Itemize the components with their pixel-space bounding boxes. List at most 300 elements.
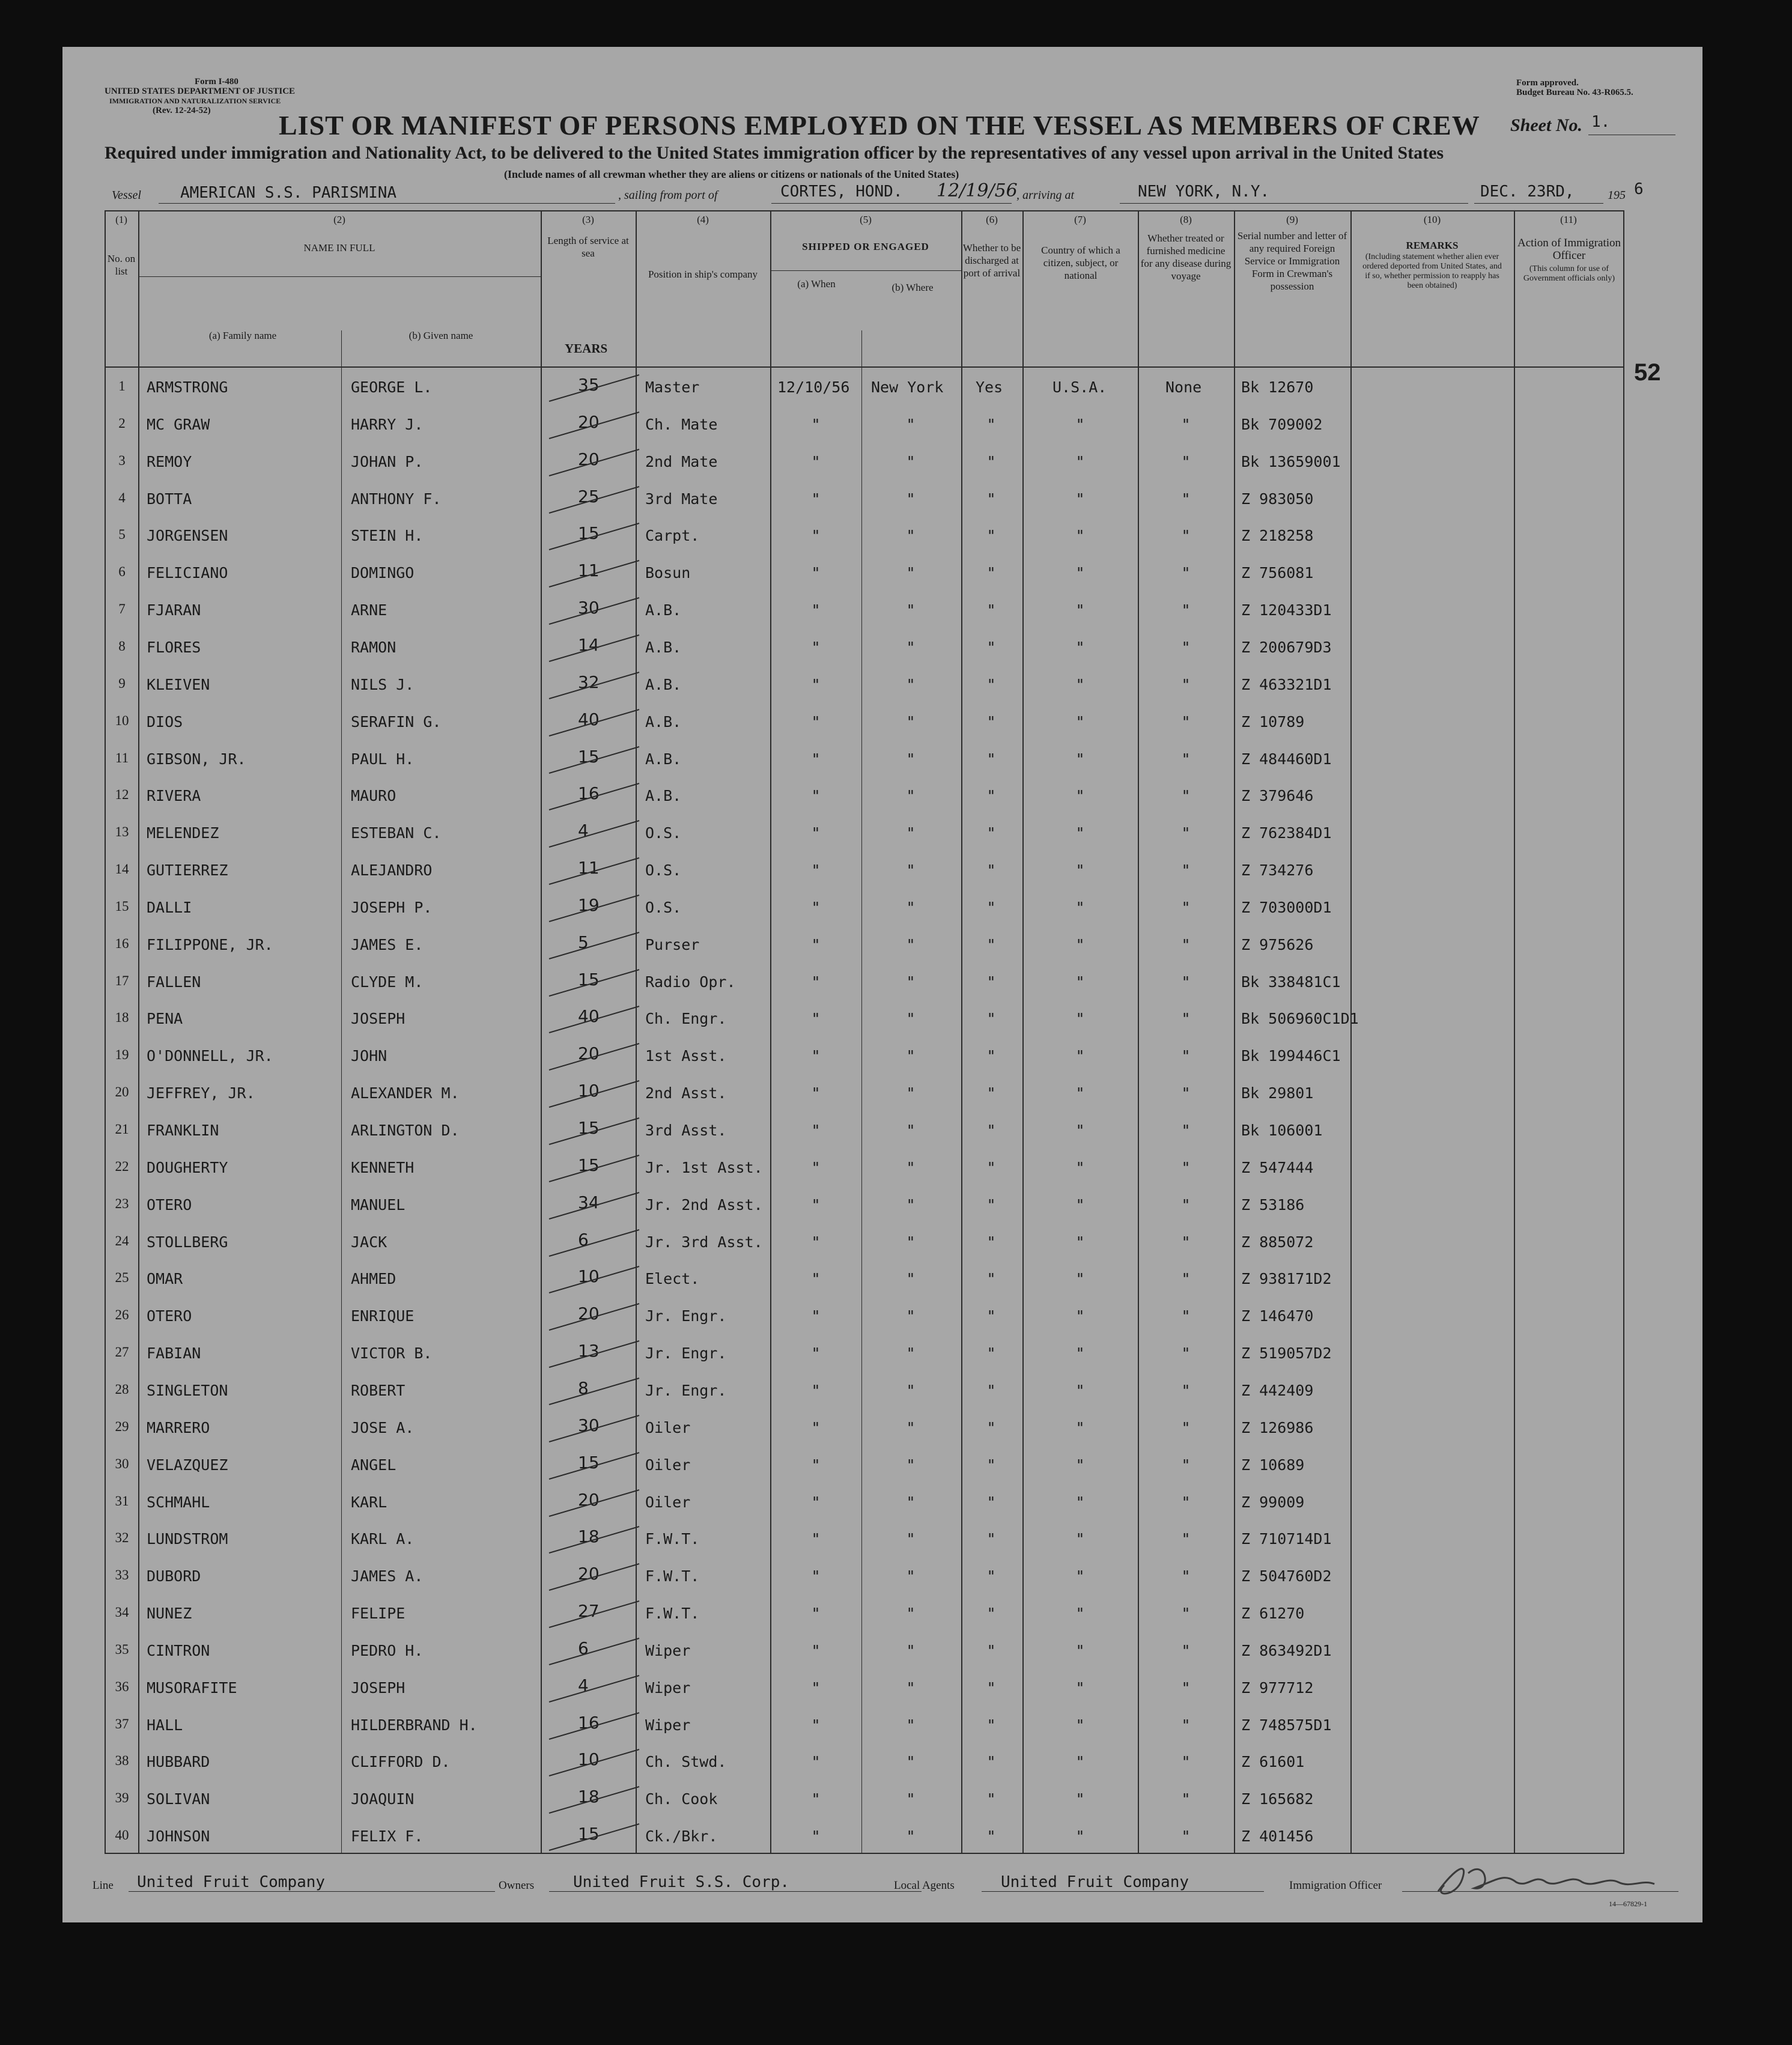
line-value: United Fruit Company [137, 1873, 326, 1891]
shipped-where: " [906, 750, 916, 768]
shipped-where: " [906, 1233, 916, 1251]
family-name: HUBBARD [147, 1753, 210, 1771]
shipped-where: " [906, 601, 916, 619]
given-name: ROBERT [351, 1381, 405, 1399]
col5a-header: (a) When [797, 278, 836, 290]
position: A.B. [645, 787, 682, 805]
years-at-sea: 20 [578, 449, 600, 469]
form-approved: Form approved. [1516, 78, 1579, 88]
medicine: " [1181, 935, 1191, 953]
shipped-when: " [811, 1716, 821, 1734]
shipped-when: 12/10/56 [777, 378, 850, 396]
sheet-label: Sheet No. [1510, 115, 1582, 135]
col10-note: (Including statement whether alien ever ordered deported from United States, and if so, whether permission to reapply has been obtained) [1362, 252, 1502, 290]
table-row [62, 1555, 1624, 1593]
row-number: 2 [118, 415, 126, 431]
check-mark-icon [543, 1671, 645, 1707]
row-number: 19 [115, 1047, 129, 1063]
country: " [1075, 1270, 1085, 1288]
medicine: " [1181, 1307, 1191, 1325]
country: " [1075, 898, 1085, 916]
row-number: 20 [115, 1084, 129, 1100]
sheet-number: 1. [1591, 113, 1611, 131]
row-number: 31 [115, 1493, 129, 1509]
col8-header: Whether treated or furnished medicine for any disease during voyage [1140, 232, 1232, 282]
given-name: CLIFFORD D. [351, 1753, 451, 1771]
table-row [62, 1630, 1624, 1667]
position: Radio Opr. [645, 973, 736, 991]
given-name: ESTEBAN C. [351, 824, 442, 842]
check-mark-icon [543, 370, 645, 406]
given-name: KENNETH [351, 1158, 415, 1176]
row-number: 3 [118, 452, 126, 468]
position: Jr. 3rd Asst. [645, 1233, 763, 1251]
years-at-sea: 30 [578, 1415, 600, 1435]
serial-number: Z 863492D1 [1241, 1641, 1332, 1659]
discharged: " [986, 1753, 996, 1771]
row-number: 33 [115, 1567, 129, 1583]
given-name: ALEXANDER M. [351, 1084, 460, 1102]
shipped-where: " [906, 1790, 916, 1808]
years-at-sea: 27 [578, 1601, 600, 1621]
family-name: STOLLBERG [147, 1233, 228, 1251]
row-number: 37 [115, 1716, 129, 1731]
shipped-when: " [811, 1790, 821, 1808]
country: " [1075, 675, 1085, 693]
family-name: FELICIANO [147, 564, 228, 582]
family-name: REMOY [147, 452, 192, 470]
col1-header: No. on list [107, 253, 136, 277]
col5b-header: (b) Where [891, 282, 934, 293]
serial-number: Z 504760D2 [1241, 1567, 1332, 1585]
years-at-sea: 15 [578, 1452, 600, 1472]
col11-num: (11) [1560, 214, 1577, 225]
table-row [62, 1444, 1624, 1481]
sailing-label: , sailing from port of [618, 189, 718, 202]
serial-number: Bk 29801 [1241, 1084, 1314, 1102]
check-mark-icon [543, 445, 645, 481]
years-at-sea: 15 [578, 523, 600, 544]
position: A.B. [645, 675, 682, 693]
discharged: " [986, 1270, 996, 1288]
discharged: " [986, 601, 996, 619]
country: " [1075, 1233, 1085, 1251]
discharged: " [986, 713, 996, 731]
check-mark-icon [543, 667, 645, 703]
medicine: " [1181, 1679, 1191, 1697]
country: " [1075, 1084, 1085, 1102]
check-mark-icon [543, 965, 645, 1001]
given-name: ALEJANDRO [351, 861, 433, 880]
shipped-when: " [811, 1381, 821, 1399]
owners-label: Owners [499, 1879, 535, 1892]
country: " [1075, 750, 1085, 768]
row-number: 34 [115, 1605, 129, 1620]
years-at-sea: 14 [578, 634, 600, 655]
shipped-when: " [811, 638, 821, 656]
row-number: 7 [118, 601, 126, 617]
position: Jr. 2nd Asst. [645, 1196, 763, 1214]
col6-num: (6) [986, 214, 998, 225]
country: " [1075, 973, 1085, 991]
discharged: " [986, 1158, 996, 1176]
owners-value: United Fruit S.S. Corp. [573, 1873, 790, 1891]
shipped-where: " [906, 824, 916, 842]
departure-port: CORTES, HOND. [780, 183, 903, 201]
table-row [62, 1407, 1624, 1444]
shipped-when: " [811, 1196, 821, 1214]
manifest-sheet [62, 47, 1702, 1922]
shipped-where: " [906, 1084, 916, 1102]
position: F.W.T. [645, 1605, 700, 1623]
medicine: " [1181, 898, 1191, 916]
col2b-header: (b) Given name [409, 330, 473, 341]
medicine: " [1181, 1010, 1191, 1028]
include-note: (Include names of all crewman whether they are aliens or citizens or nationals of the United States) [504, 168, 959, 180]
family-name: FJARAN [147, 601, 201, 619]
country: " [1075, 1493, 1085, 1511]
shipped-when: " [811, 713, 821, 731]
col10-num: (10) [1423, 214, 1441, 225]
shipped-when: " [811, 861, 821, 880]
row-number: 1 [118, 378, 126, 394]
check-mark-icon [543, 593, 645, 629]
discharged: " [986, 452, 996, 470]
given-name: MAURO [351, 787, 396, 805]
row-number: 17 [115, 973, 129, 988]
discharged: " [986, 1122, 996, 1139]
shipped-when: " [811, 1270, 821, 1288]
country: " [1075, 1605, 1085, 1623]
row-number: 13 [115, 824, 129, 840]
medicine: " [1181, 638, 1191, 656]
table-row [62, 1295, 1624, 1332]
table-row [62, 1741, 1624, 1778]
shipped-when: " [811, 1307, 821, 1325]
family-name: FRANKLIN [147, 1122, 219, 1139]
given-name: JOAQUIN [351, 1790, 415, 1808]
row-number: 36 [115, 1679, 129, 1694]
given-name: ARNE [351, 601, 387, 619]
serial-number: Z 762384D1 [1241, 824, 1332, 842]
serial-number: Z 10689 [1241, 1456, 1305, 1474]
family-name: GUTIERREZ [147, 861, 228, 880]
years-at-sea: 40 [578, 1006, 600, 1027]
table-row [62, 1667, 1624, 1704]
col9-header: Serial number and letter of any required Foreign Service or Immigration Form in Crewman's possession [1237, 230, 1347, 292]
check-mark-icon [543, 1113, 645, 1149]
discharged: " [986, 935, 996, 953]
serial-number: Bk 12670 [1241, 378, 1314, 396]
medicine: " [1181, 713, 1191, 731]
table-row [62, 1072, 1624, 1110]
table-row [62, 849, 1624, 887]
col5-num: (5) [860, 214, 872, 225]
country: " [1075, 1530, 1085, 1548]
col11-note: (This column for use of Government officials only) [1523, 264, 1615, 283]
given-name: KARL [351, 1493, 387, 1511]
position: Jr. Engr. [645, 1345, 727, 1363]
family-name: ARMSTRONG [147, 378, 228, 396]
check-mark-icon [543, 1150, 645, 1187]
officer-label: Immigration Officer [1289, 1879, 1382, 1892]
check-mark-icon [543, 482, 645, 518]
country: " [1075, 787, 1085, 805]
country: " [1075, 638, 1085, 656]
position: A.B. [645, 713, 682, 731]
check-mark-icon [543, 1299, 645, 1335]
check-mark-icon [543, 556, 645, 592]
given-name: ENRIQUE [351, 1307, 415, 1325]
check-mark-icon [543, 1262, 645, 1298]
arriving-label: , arriving at [1016, 189, 1075, 202]
serial-number: Z 61601 [1241, 1753, 1305, 1771]
country: " [1075, 1679, 1085, 1697]
check-mark-icon [543, 705, 645, 741]
table-row [62, 812, 1624, 849]
given-name: STEIN H. [351, 527, 424, 545]
row-number: 18 [115, 1010, 129, 1026]
sailing-date: 12/19/56 [937, 180, 1018, 201]
shipped-where: " [906, 787, 916, 805]
family-name: DUBORD [147, 1567, 201, 1585]
discharged: " [986, 1381, 996, 1399]
position: F.W.T. [645, 1567, 700, 1585]
shipped-where: " [906, 898, 916, 916]
serial-number: Z 983050 [1241, 490, 1314, 508]
serial-number: Z 218258 [1241, 527, 1314, 545]
shipped-where: " [906, 527, 916, 545]
check-mark-icon [543, 1373, 645, 1409]
years-at-sea: 15 [578, 1824, 600, 1844]
col3-num: (3) [582, 214, 594, 225]
row-number: 4 [118, 490, 126, 505]
row-number: 26 [115, 1307, 129, 1323]
medicine: " [1181, 973, 1191, 991]
family-name: DIOS [147, 713, 183, 731]
country: " [1075, 824, 1085, 842]
serial-number: Z 484460D1 [1241, 750, 1332, 768]
shipped-when: " [811, 973, 821, 991]
medicine: " [1181, 824, 1191, 842]
family-name: FLORES [147, 638, 201, 656]
years-at-sea: 32 [578, 672, 600, 692]
position: Ch. Cook [645, 1790, 718, 1808]
position: Wiper [645, 1716, 691, 1734]
row-number: 24 [115, 1233, 129, 1248]
check-mark-icon [543, 1076, 645, 1112]
shipped-where: " [906, 973, 916, 991]
family-name: OTERO [147, 1307, 192, 1325]
table-row [62, 1704, 1624, 1742]
serial-number: Z 120433D1 [1241, 601, 1332, 619]
medicine: " [1181, 1084, 1191, 1102]
discharged: " [986, 675, 996, 693]
years-at-sea: 20 [578, 1044, 600, 1064]
position: 2nd Asst. [645, 1084, 727, 1102]
country: " [1075, 1790, 1085, 1808]
check-mark-icon [543, 890, 645, 926]
given-name: JOSEPH P. [351, 898, 433, 916]
shipped-where: " [906, 1307, 916, 1325]
table-row [62, 1147, 1624, 1184]
serial-number: Z 975626 [1241, 935, 1314, 953]
years-at-sea: 6 [578, 1229, 589, 1250]
given-name: FELIX F. [351, 1828, 424, 1846]
shipped-where: " [906, 1753, 916, 1771]
family-name: JOHNSON [147, 1828, 210, 1846]
medicine: " [1181, 452, 1191, 470]
row-number: 40 [115, 1828, 129, 1843]
position: A.B. [645, 601, 682, 619]
country: " [1075, 1418, 1085, 1436]
position: Carpt. [645, 527, 700, 545]
service: IMMIGRATION AND NATURALIZATION SERVICE [109, 97, 281, 105]
check-mark-icon [543, 1745, 645, 1781]
serial-number: Bk 709002 [1241, 415, 1323, 433]
country: " [1075, 1047, 1085, 1065]
shipped-when: " [811, 1233, 821, 1251]
discharged: " [986, 1456, 996, 1474]
country: " [1075, 1010, 1085, 1028]
discharged: " [986, 1047, 996, 1065]
family-name: NUNEZ [147, 1605, 192, 1623]
table-row [62, 1816, 1624, 1853]
serial-number: Z 734276 [1241, 861, 1314, 880]
shipped-where: " [906, 1047, 916, 1065]
medicine: " [1181, 1345, 1191, 1363]
check-mark-icon [543, 779, 645, 815]
shipped-where: " [906, 1716, 916, 1734]
country: " [1075, 1381, 1085, 1399]
family-name: HALL [147, 1716, 183, 1734]
shipped-where: " [906, 1828, 916, 1846]
col7-num: (7) [1074, 214, 1086, 225]
col4-header: Position in ship's company [648, 269, 758, 280]
shipped-when: " [811, 750, 821, 768]
table-row [62, 998, 1624, 1035]
row-number: 32 [115, 1530, 129, 1546]
medicine: " [1181, 1790, 1191, 1808]
given-name: RAMON [351, 638, 396, 656]
country: " [1075, 564, 1085, 582]
family-name: OMAR [147, 1270, 183, 1288]
discharged: " [986, 1716, 996, 1734]
shipped-where: " [906, 1641, 916, 1659]
years-at-sea: 20 [578, 1489, 600, 1510]
shipped-where: " [906, 638, 916, 656]
shipped-when: " [811, 601, 821, 619]
years-at-sea: 15 [578, 1155, 600, 1175]
serial-number: Z 379646 [1241, 787, 1314, 805]
country: " [1075, 1753, 1085, 1771]
medicine: " [1181, 1047, 1191, 1065]
discharged: " [986, 1418, 996, 1436]
budget-bureau: Budget Bureau No. 43-R065.5. [1516, 88, 1633, 97]
table-row [62, 1258, 1624, 1295]
shipped-where: " [906, 490, 916, 508]
shipped-when: " [811, 1158, 821, 1176]
family-name: LUNDSTROM [147, 1530, 228, 1548]
country: " [1075, 1307, 1085, 1325]
serial-number: Z 885072 [1241, 1233, 1314, 1251]
col8-num: (8) [1180, 214, 1192, 225]
serial-number: Z 442409 [1241, 1381, 1314, 1399]
table-row [62, 589, 1624, 627]
family-name: JORGENSEN [147, 527, 228, 545]
given-name: AHMED [351, 1270, 396, 1288]
years-at-sea: 5 [578, 932, 589, 952]
shipped-when: " [811, 1456, 821, 1474]
shipped-when: " [811, 1641, 821, 1659]
print-code: 14—67829-1 [1609, 1900, 1647, 1908]
shipped-where: " [906, 1381, 916, 1399]
country: " [1075, 935, 1085, 953]
family-name: O'DONNELL, JR. [147, 1047, 273, 1065]
crew-table [62, 210, 1702, 1853]
family-name: KLEIVEN [147, 675, 210, 693]
shipped-where: " [906, 1418, 916, 1436]
discharged: " [986, 1307, 996, 1325]
check-mark-icon [543, 630, 645, 666]
row-number: 10 [115, 713, 129, 728]
col2a-header: (a) Family name [208, 330, 277, 341]
row-number: 29 [115, 1418, 129, 1434]
family-name: CINTRON [147, 1641, 210, 1659]
table-row [62, 738, 1624, 776]
medicine: " [1181, 1716, 1191, 1734]
given-name: CLYDE M. [351, 973, 424, 991]
check-mark-icon [543, 518, 645, 555]
discharged: " [986, 973, 996, 991]
serial-number: Z 401456 [1241, 1828, 1314, 1846]
family-name: MUSORAFITE [147, 1679, 237, 1697]
serial-number: Bk 506960C1D1 [1241, 1010, 1359, 1028]
check-mark-icon [543, 407, 645, 443]
medicine: " [1181, 601, 1191, 619]
row-number: 6 [118, 564, 126, 580]
shipped-when: " [811, 1345, 821, 1363]
serial-number: Bk 199446C1 [1241, 1047, 1341, 1065]
given-name: DOMINGO [351, 564, 415, 582]
family-name: DOUGHERTY [147, 1158, 228, 1176]
serial-number: Z 519057D2 [1241, 1345, 1332, 1363]
shipped-where: " [906, 675, 916, 693]
years-at-sea: 11 [578, 561, 600, 581]
col9-num: (9) [1286, 214, 1298, 225]
years-at-sea: 11 [578, 858, 600, 878]
medicine: " [1181, 1418, 1191, 1436]
given-name: PEDRO H. [351, 1641, 424, 1659]
discharged: " [986, 1010, 996, 1028]
family-name: OTERO [147, 1196, 192, 1214]
vessel-name: AMERICAN S.S. PARISMINA [180, 184, 397, 202]
serial-number: Z 165682 [1241, 1790, 1314, 1808]
row-number: 35 [115, 1641, 129, 1657]
form-number: Form I-480 [195, 77, 238, 87]
position: O.S. [645, 898, 682, 916]
years-at-sea: 20 [578, 412, 600, 432]
shipped-when: " [811, 1679, 821, 1697]
discharged: " [986, 1605, 996, 1623]
position: Oiler [645, 1493, 691, 1511]
agents-value: United Fruit Company [1001, 1873, 1189, 1891]
position: Oiler [645, 1418, 691, 1436]
years-at-sea: 10 [578, 1266, 600, 1287]
serial-number: Z 756081 [1241, 564, 1314, 582]
row-number: 28 [115, 1381, 129, 1397]
medicine: " [1181, 490, 1191, 508]
